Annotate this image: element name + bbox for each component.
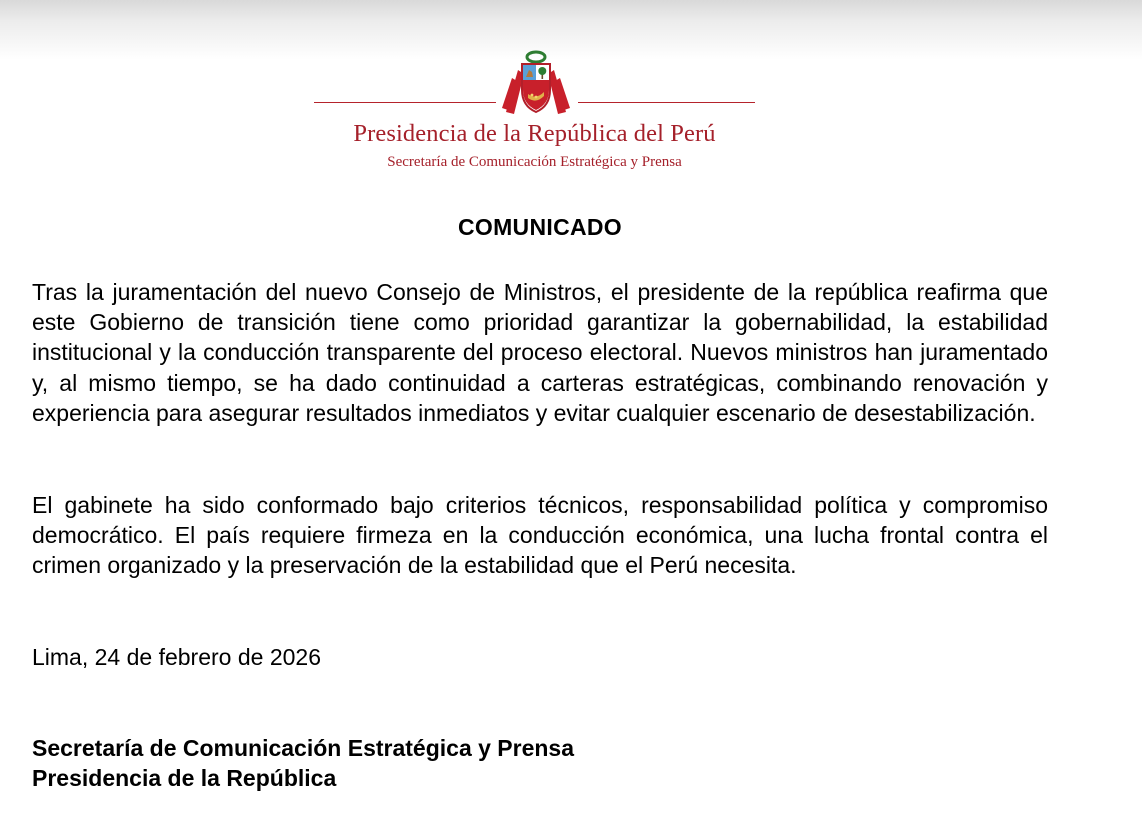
- place-date: Lima, 24 de febrero de 2026: [32, 644, 321, 670]
- signature-line-institution: Presidencia de la República: [32, 765, 337, 791]
- body-paragraph: Tras la juramentación del nuevo Consejo de Ministros, el presidente de la república reafirma que este Gobierno de transición tiene como prioridad garantizar la gobernabilidad, la estabilidad institucional y la conducción transparente del proceso electoral. Nuevos ministros han juramentado y, al mismo tiempo, se ha dado continuidad a carteras estratégicas, combinando renovación y experiencia para asegurar resultados inmediatos y evitar cualquier escenario de desestabilización.: [32, 279, 1048, 426]
- letterhead: [312, 44, 757, 184]
- letterhead-org-subtitle: Secretaría de Comunicación Estratégica y Prensa: [387, 154, 682, 170]
- signature-line-office: Secretaría de Comunicación Estratégica y Prensa: [32, 735, 575, 761]
- letterhead-org-name: Presidencia de la República del Perú: [353, 120, 716, 147]
- peru-coat-of-arms-icon: [498, 50, 574, 118]
- letterhead-rule-right: [578, 102, 755, 103]
- signature-block: [32, 733, 574, 793]
- body-paragraph: El gabinete ha sido conformado bajo criterios técnicos, responsabilidad política y compromiso democrático. El país requiere firmeza en la conducción económica, una lucha frontal contra el crimen organizado y la preservación de la estabilidad que el Perú necesita.: [32, 492, 1048, 579]
- document-title: COMUNICADO: [458, 214, 622, 240]
- letterhead-rule-left: [314, 102, 496, 103]
